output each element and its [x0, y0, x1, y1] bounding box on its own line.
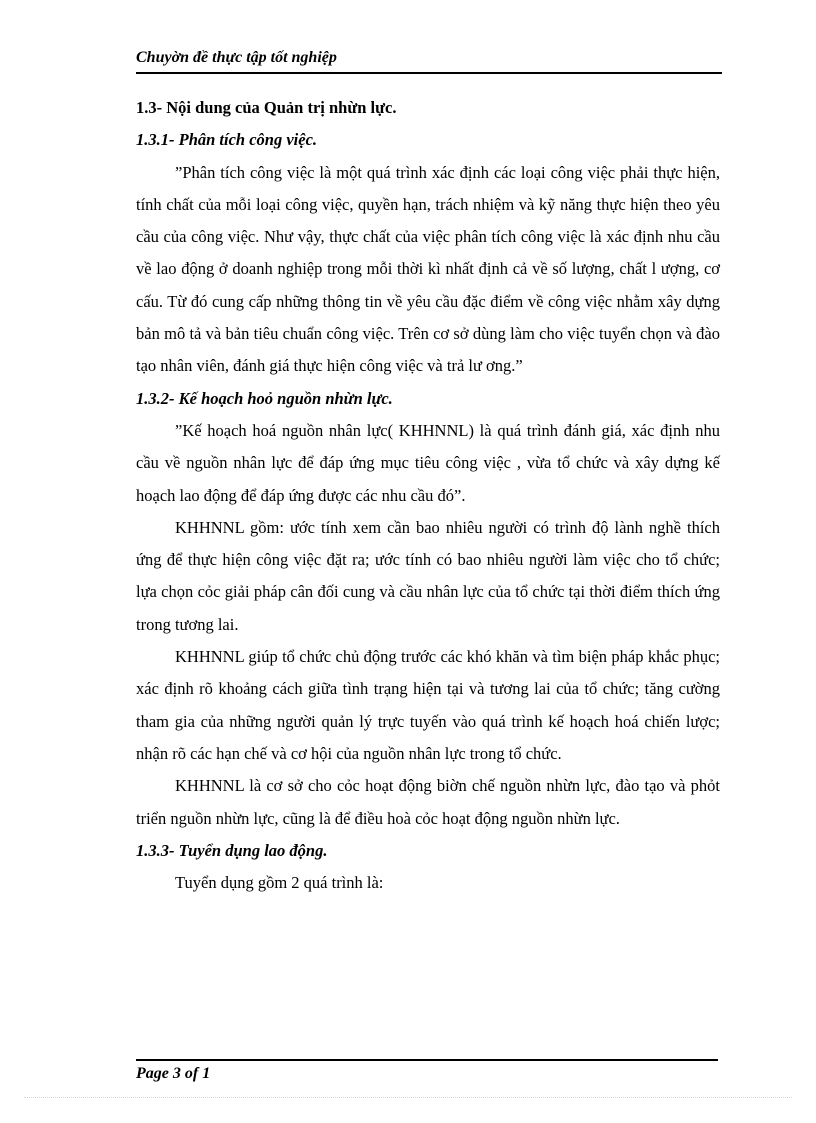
section-heading-1-3-1: 1.3.1- Phân tích công việc.	[136, 130, 318, 150]
section-heading-1-3-3: 1.3.3- Tuyển dụng lao động.	[136, 840, 328, 860]
paragraph-job-analysis: ”Phân tích công việc là một quá trình xác định các loại công việc phải thực hiện, tính chất của mỗi loại công việc, quyền hạn, trách nhiệm và kỹ năng thực hiện theo yêu cầu của công việc. Như vậy, thực chất của việc phân tích công việc là xác định nhu cầu về lao động ở doanh nghiệp trong mỗi thời kì nhất định cả về số lượng, chất l ượng, cơ cấu. Từ đó cung cấp những thông tin về yêu cầu đặc điểm về công việc nhằm xây dựng bản mô tả và bản tiêu chuẩn công việc. Trên cơ sở dùng làm cho việc tuyển chọn và đào tạo nhân viên, đánh giá thực hiện công việc và trả lư ơng.”	[136, 162, 720, 376]
paragraph-hr-planning-basis: KHHNNL là cơ sở cho cỏc hoạt động biờn chế nguồn nhừn lực, đào tạo và phỏt triển nguồn nhừn lực, cũng là để điều hoà cỏc hoạt động nguồn nhừn lực.	[136, 776, 720, 828]
section-heading-1-3: 1.3- Nội dung của Quản trị nhừn lực.	[136, 98, 397, 117]
page-edge-divider	[24, 1097, 792, 1098]
page-header	[136, 46, 722, 74]
section-heading-1-3-2: 1.3.2- Kế hoạch hoỏ nguồn nhừn lực.	[136, 388, 393, 408]
document-body	[136, 92, 720, 899]
header-title: Chuyờn đề thực tập tốt nghiệp	[136, 49, 337, 66]
paragraph-hr-planning-includes: KHHNNL gồm: ước tính xem cần bao nhiêu người có trình độ lành nghề thích ứng để thực hiện công việc đặt ra; ước tính có bao nhiêu người làm việc cho tổ chức; lựa chọn cỏc giải pháp cân đối cung và cầu nhân lực của tổ chức tại thời điểm thích ứng trong tương lai.	[136, 517, 720, 634]
paragraph-recruitment: Tuyển dụng gồm 2 quá trình là:	[175, 873, 384, 893]
paragraph-hr-planning-definition: ”Kế hoạch hoá nguồn nhân lực( KHHNNL) là quá trình đánh giá, xác định nhu cầu về nguồn nhân lực để đáp ứng mục tiêu công việc , vừa tổ chức và xây dựng kế hoạch lao động để đáp ứng được các nhu cầu đó”.	[136, 420, 720, 505]
page-number: Page 3 of 1	[136, 1065, 211, 1082]
paragraph-hr-planning-benefits: KHHNNL giúp tổ chức chủ động trước các khó khăn và tìm biện pháp khắc phục; xác định rõ khoảng cách giữa tình trạng hiện tại và tương lai của tổ chức; tăng cường tham gia của những người quản lý trực tuyến vào quá trình kế hoạch hoá chiến lược; nhận rõ các hạn chế và cơ hội của nguồn nhân lực trong tổ chức.	[136, 647, 720, 763]
footer-divider	[136, 1059, 718, 1061]
